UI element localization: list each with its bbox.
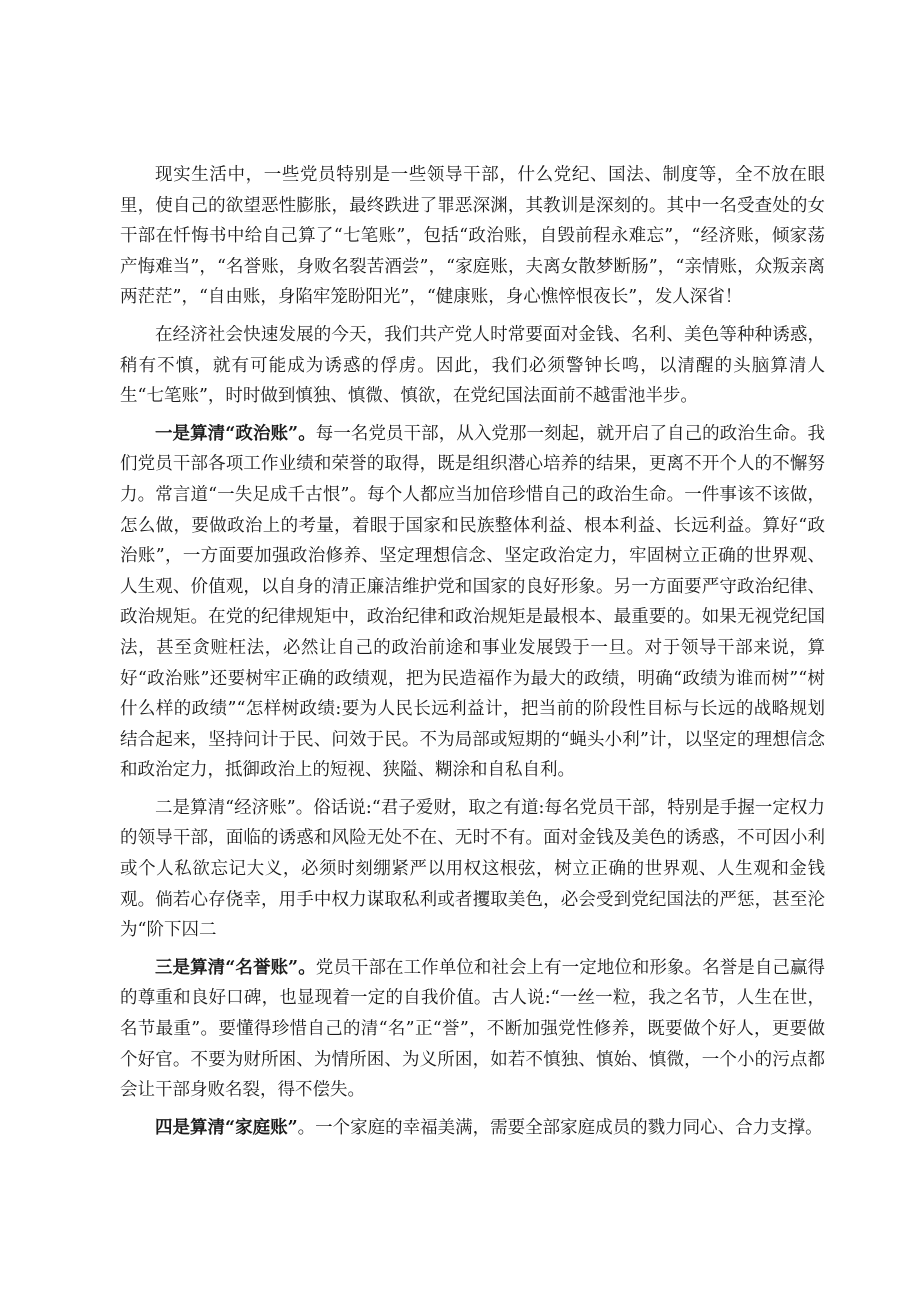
paragraph-economic-account xyxy=(120,793,825,946)
paragraph-lead: 三是算清“名誉账”。 xyxy=(155,957,316,978)
paragraph-lead: 一是算清“政治账”。 xyxy=(155,423,316,444)
paragraph-intro xyxy=(120,160,825,313)
paragraph-text: 。一个家庭的幸福美满，需要全部家庭成员的戮力同心、合力支撑。 xyxy=(297,1117,823,1138)
paragraph-lead: 四是算清“家庭账” xyxy=(155,1117,298,1138)
paragraph-reputation-account xyxy=(120,953,825,1106)
paragraph-context xyxy=(120,320,825,412)
paragraph-text: 二是算清“经济账”。俗话说:“君子爱财，取之有道:每名党员干部，特别是手握一定权力的领导干部，面临的诱惑和风险无处不在、无时不有。面对金钱及美色的诱惑，不可因小利或个人私欲忘记大义，必须时刻绷紧严以用权这根弦，树立正确的世界观、人生观和金钱观。倘若心存侥幸，用手中权力谋取私利或者攫取美色，必会受到党纪国法的严惩，甚至沦为“阶下囚二 xyxy=(120,797,825,941)
paragraph-text: 党员干部在工作单位和社会上有一定地位和形象。名誉是自己赢得的尊重和良好口碑，也显现着一定的自我价值。古人说:“一丝一粒，我之名节，人生在世，名节最重”。要懂得珍惜自己的清“名”正“誉”，不断加强党性修养，既要做个好人，更要做个好官。不要为财所困、为情所困、为义所困，如若不慎独、慎始、慎微，一个小的污点都会让干部身败名裂，得不偿失。 xyxy=(120,957,826,1101)
paragraph-text: 每一名党员干部，从入党那一刻起，就开启了自己的政治生命。我们党员干部各项工作业绩和荣誉的取得，既是组织潜心培养的结果，更离不开个人的不懈努力。常言道“一失足成千古恨”。每个人都应当加倍珍惜自己的政治生命。一件事该不该做，怎么做，要做政治上的考量，着眼于国家和民族整体利益、根本利益、长远利益。算好“政治账”，一方面要加强政治修养、坚定理想信念、坚定政治定力，牢固树立正确的世界观、人生观、价值观，以自身的清正廉洁维护党和国家的良好形象。另一方面要严守政治纪律、政治规矩。在党的纪律规矩中，政治纪律和政治规矩是最根本、最重要的。如果无视党纪国法，甚至贪赃枉法，必然让自己的政治前途和事业发展毁于一旦。对于领导干部来说，算好“政治账”还要树牢正确的政绩观，把为民造福作为最大的政绩，明确“政绩为谁而树”“树什么样的政绩”“怎样树政绩:要为人民长远利益计，把当前的阶段性目标与长远的战略规划结合起来，坚持问计于民、问效于民。不为局部或短期的“蝇头小利”计，以坚定的理想信念和政治定力，抵御政治上的短视、狭隘、糊涂和自私自利。 xyxy=(120,423,826,781)
paragraph-family-account xyxy=(120,1113,825,1144)
paragraph-text: 现实生活中，一些党员特别是一些领导干部，什么党纪、国法、制度等，全不放在眼里，使自己的欲望恶性膨胀，最终跌进了罪恶深渊，其教训是深刻的。其中一名受查处的女干部在忏悔书中给自己算了“七笔账”，包括“政治账，自毁前程永难忘”，“经济账，倾家荡产悔难当”，“名誉账，身败名裂苦酒尝”，“家庭账，夫离女散梦断肠”，“亲情账，众叛亲离两茫茫”，“自由账，身陷牢笼盼阳光”，“健康账，身心憔悴恨夜长”，发人深省！ xyxy=(120,165,825,308)
paragraph-political-account xyxy=(120,419,825,786)
paragraph-text: 在经济社会快速发展的今天，我们共产党人时常要面对金钱、名利、美色等种种诱惑，稍有不慎，就有可能成为诱惑的俘虏。因此，我们必须警钟长鸣，以清醒的头脑算清人生“七笔账”，时时做到慎独、慎微、慎欲，在党纪国法面前不越雷池半步。 xyxy=(120,324,825,407)
document-body xyxy=(120,160,825,1143)
